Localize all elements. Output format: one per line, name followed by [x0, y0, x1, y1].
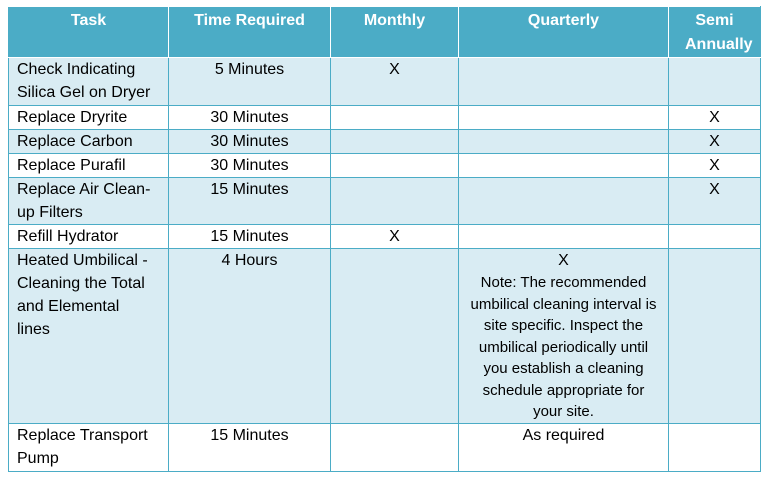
monthly-cell [331, 249, 459, 424]
table-row [9, 58, 761, 106]
table-row [9, 178, 761, 225]
umbilical-cleaning-note: Note: The recommended umbilical cleaning interval is site specific. Inspect the umbilical periodically until you establish a cleaning schedule appropriate for your site. [470, 274, 657, 420]
monthly-cell [331, 130, 459, 154]
monthly-cell [331, 106, 459, 130]
header-time-required: Time Required [169, 7, 331, 58]
semi-annual-cell: X [669, 154, 761, 178]
maintenance-table [8, 6, 761, 472]
time-cell: 5 Minutes [169, 58, 331, 106]
semi-annual-cell: X [669, 106, 761, 130]
quarterly-cell [459, 130, 669, 154]
header-quarterly: Quarterly [459, 7, 669, 58]
monthly-cell [331, 178, 459, 225]
table-row [9, 249, 761, 424]
task-cell: Replace Transport Pump [9, 423, 169, 471]
time-cell: 15 Minutes [169, 225, 331, 249]
table-row [9, 106, 761, 130]
header-task: Task [9, 7, 169, 58]
quarterly-cell [459, 249, 669, 424]
quarterly-cell [459, 225, 669, 249]
monthly-cell: X [331, 225, 459, 249]
table-row [9, 423, 761, 471]
quarterly-cell [459, 106, 669, 130]
maintenance-schedule [8, 6, 760, 472]
time-cell: 15 Minutes [169, 423, 331, 471]
semi-annual-cell: X [669, 178, 761, 225]
table-row [9, 154, 761, 178]
time-cell: 30 Minutes [169, 106, 331, 130]
quarterly-cell [459, 154, 669, 178]
task-cell: Replace Carbon [9, 130, 169, 154]
task-cell: Refill Hydrator [9, 225, 169, 249]
time-cell: 30 Minutes [169, 154, 331, 178]
table-row [9, 130, 761, 154]
quarterly-mark: X [558, 252, 569, 269]
monthly-cell: X [331, 58, 459, 106]
header-monthly: Monthly [331, 7, 459, 58]
semi-annual-cell [669, 423, 761, 471]
time-cell: 15 Minutes [169, 178, 331, 225]
quarterly-cell: As required [459, 423, 669, 471]
time-cell: 4 Hours [169, 249, 331, 424]
task-cell: Check Indicating Silica Gel on Dryer [9, 58, 169, 106]
quarterly-cell [459, 178, 669, 225]
semi-annual-cell [669, 225, 761, 249]
task-cell: Heated Umbilical - Cleaning the Total and Elemental lines [9, 249, 169, 424]
table-header-row [9, 7, 761, 58]
time-cell: 30 Minutes [169, 130, 331, 154]
task-cell: Replace Dryrite [9, 106, 169, 130]
semi-annual-cell [669, 249, 761, 424]
semi-annual-cell: X [669, 130, 761, 154]
semi-annual-cell [669, 58, 761, 106]
table-row [9, 225, 761, 249]
quarterly-cell [459, 58, 669, 106]
task-cell: Replace Air Clean-up Filters [9, 178, 169, 225]
header-semi-annually: Semi Annually [669, 7, 761, 58]
monthly-cell [331, 154, 459, 178]
task-cell: Replace Purafil [9, 154, 169, 178]
monthly-cell [331, 423, 459, 471]
